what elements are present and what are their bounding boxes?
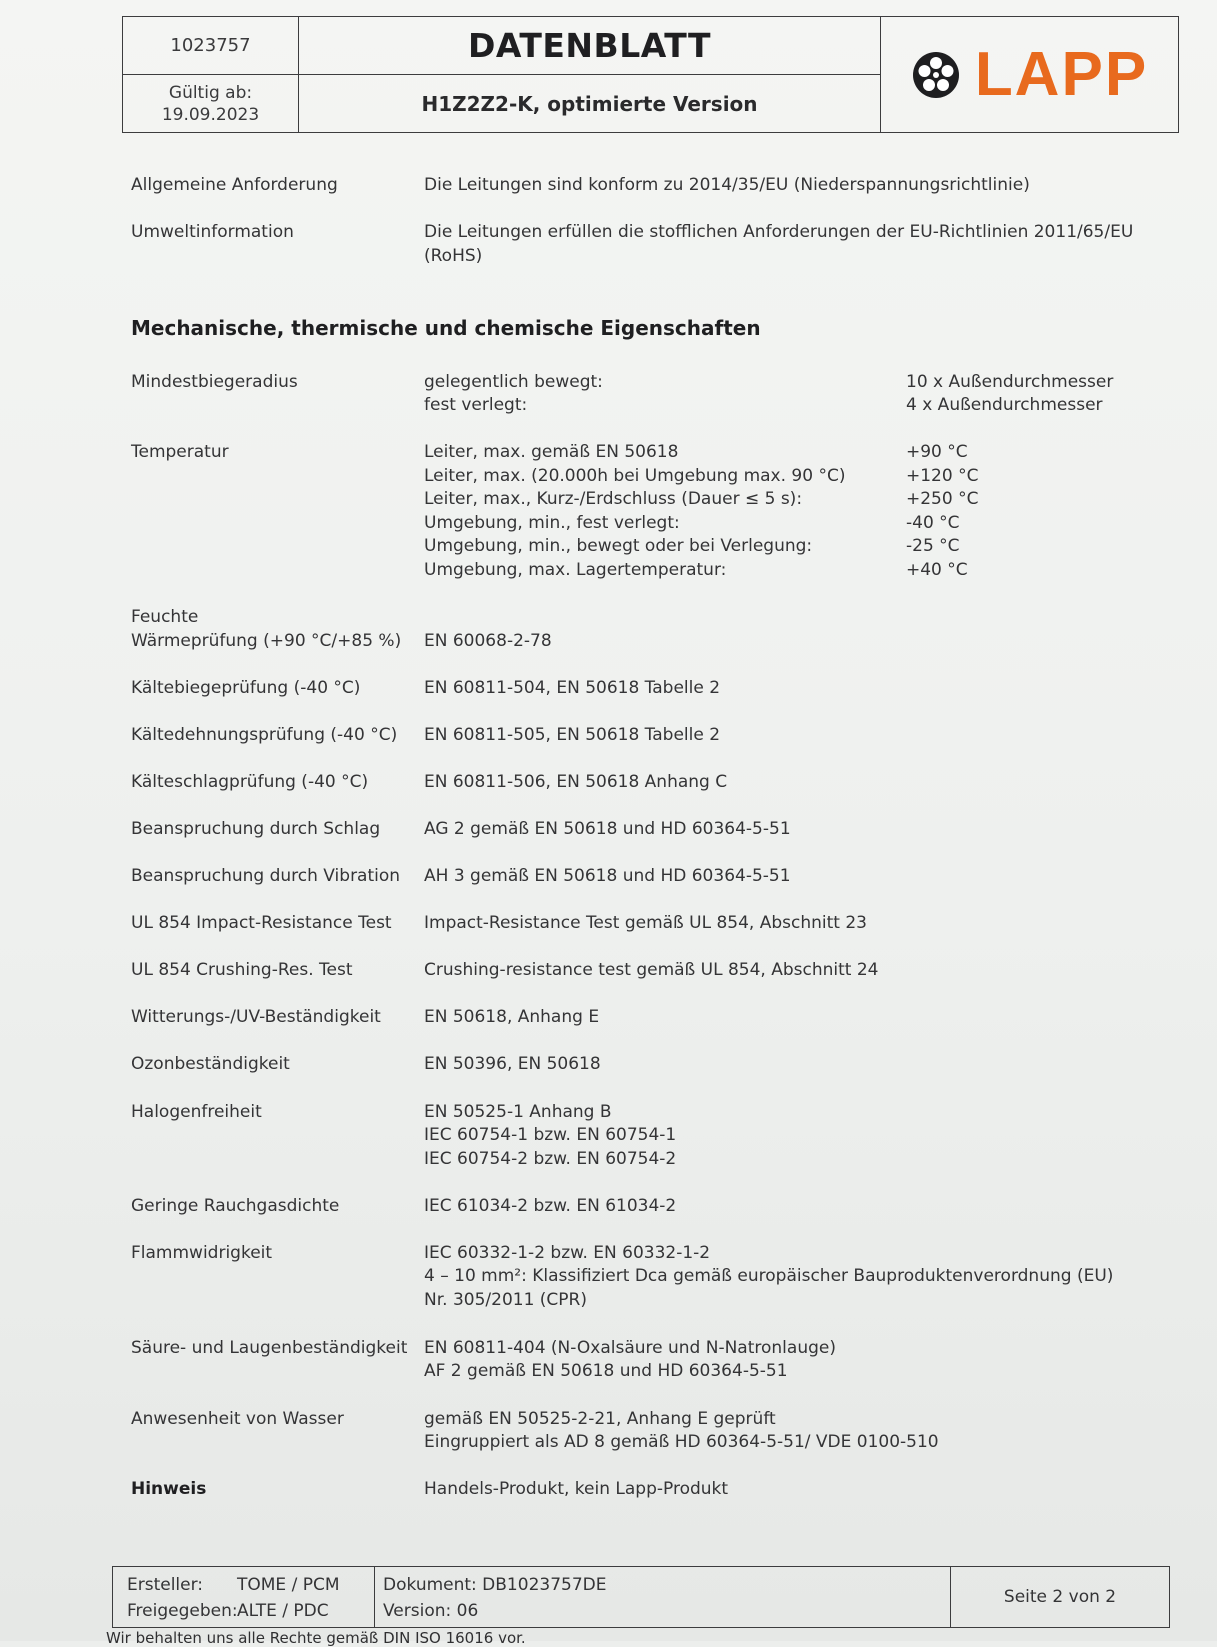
property-value: EN 60811-505, EN 50618 Tabelle 2 (424, 725, 721, 745)
smoke-density-value: IEC 61034-2 bzw. EN 61034-2 (424, 1196, 677, 1216)
temp-row-text: Leiter, max. (20.000h bei Umgebung max. 90 °C) (424, 466, 846, 486)
property-value: EN 60811-506, EN 50618 Anhang C (424, 772, 728, 792)
bend-row-text: gelegentlich bewegt: (424, 372, 603, 392)
humidity-test-label: Wärmeprüfung (+90 °C/+85 %) (131, 631, 402, 651)
product-name: H1Z2Z2-K, optimierte Version (299, 75, 881, 132)
property-value: Crushing-resistance test gemäß UL 854, Abschnitt 24 (424, 960, 879, 980)
flame-label: Flammwidrigkeit (131, 1243, 273, 1263)
property-value: EN 60811-504, EN 50618 Tabelle 2 (424, 678, 721, 698)
temp-row-text: Umgebung, min., fest verlegt: (424, 513, 680, 533)
acid-line: AF 2 gemäß EN 50618 und HD 60364-5-51 (424, 1361, 788, 1381)
property-label: Witterungs-/UV-Beständigkeit (131, 1007, 381, 1027)
halogen-line: EN 50525-1 Anhang B (424, 1102, 612, 1122)
property-label: Kälteschlagprüfung (-40 °C) (131, 772, 369, 792)
water-line: gemäß EN 50525-2-21, Anhang E geprüft (424, 1409, 776, 1429)
doc-number: 1023757 (123, 17, 299, 75)
property-value: AH 3 gemäß EN 50618 und HD 60364-5-51 (424, 866, 791, 886)
note-label: Hinweis (131, 1479, 207, 1499)
document-id: Dokument: DB1023757DE (383, 1575, 607, 1595)
property-value: EN 50396, EN 50618 (424, 1054, 601, 1074)
creator-value: TOME / PCM (237, 1575, 340, 1595)
page-title: DATENBLATT (299, 17, 881, 75)
property-label: Ozonbeständigkeit (131, 1054, 290, 1074)
valid-date: 19.09.2023 (161, 104, 260, 125)
note-value: Handels-Produkt, kein Lapp-Produkt (424, 1479, 729, 1499)
document-version: Version: 06 (383, 1601, 479, 1621)
flame-cpr-line: 4 – 10 mm²: Klassifiziert Dca gemäß europäischer Bauproduktenverordnung (EU) Nr. 305/2011 (CPR) (424, 1266, 1114, 1310)
halogen-label: Halogenfreiheit (131, 1102, 262, 1122)
property-label: Kältedehnungsprüfung (-40 °C) (131, 725, 398, 745)
temp-row-text: Leiter, max. gemäß EN 50618 (424, 442, 679, 462)
footer-document (375, 1567, 951, 1627)
halogen-line: IEC 60754-2 bzw. EN 60754-2 (424, 1149, 677, 1169)
bend-row-value: 10 x Außendurchmesser (906, 372, 1114, 392)
temp-row-value: +250 °C (906, 489, 979, 509)
creator-label: Ersteller: (127, 1575, 204, 1595)
smoke-density-label: Geringe Rauchgasdichte (131, 1196, 340, 1216)
environment-info-label: Umweltinformation (131, 222, 294, 242)
valid-label: Gültig ab: (168, 82, 253, 103)
header-table (122, 16, 1179, 133)
valid-from (123, 75, 299, 132)
acid-line: EN 60811-404 (N-Oxalsäure und N-Natronlauge) (424, 1338, 836, 1358)
page-number: Seite 2 von 2 (1003, 1587, 1117, 1607)
logo-text: LAPP (974, 40, 1149, 109)
flame-line: IEC 60332-1-2 bzw. EN 60332-1-2 (424, 1243, 711, 1263)
general-requirement-value: Die Leitungen sind konform zu 2014/35/EU (Niederspannungsrichtlinie) (424, 175, 1030, 195)
bend-row-value: 4 x Außendurchmesser (906, 395, 1103, 415)
section-heading: Mechanische, thermische und chemische Eigenschaften (131, 316, 761, 340)
cable-cross-section-icon (911, 50, 961, 100)
property-label: Beanspruchung durch Vibration (131, 866, 401, 886)
environment-info-value: Die Leitungen erfüllen die stofflichen Anforderungen der EU-Richtlinien 2011/65/EU (RoHS) (424, 222, 1134, 266)
footer-authors (113, 1567, 375, 1627)
property-label: Kältebiegeprüfung (-40 °C) (131, 678, 361, 698)
temp-row-value: +90 °C (906, 442, 968, 462)
water-label: Anwesenheit von Wasser (131, 1409, 344, 1429)
water-line: Eingruppiert als AD 8 gemäß HD 60364-5-51/ VDE 0100-510 (424, 1432, 939, 1452)
bend-row-text: fest verlegt: (424, 395, 528, 415)
approved-label: Freigegeben: (127, 1601, 238, 1621)
temp-row-value: -40 °C (906, 513, 960, 533)
property-label: UL 854 Crushing-Res. Test (131, 960, 353, 980)
halogen-line: IEC 60754-1 bzw. EN 60754-1 (424, 1125, 677, 1145)
temp-row-text: Umgebung, max. Lagertemperatur: (424, 560, 727, 580)
temp-row-text: Umgebung, min., bewegt oder bei Verlegung: (424, 536, 813, 556)
temp-row-value: +40 °C (906, 560, 968, 580)
humidity-label: Feuchte (131, 607, 199, 627)
temp-row-text: Leiter, max., Kurz-/Erdschluss (Dauer ≤ 5 s): (424, 489, 803, 509)
property-label: UL 854 Impact-Resistance Test (131, 913, 392, 933)
temperature-label: Temperatur (131, 442, 229, 462)
approved-value: ALTE / PDC (237, 1601, 329, 1621)
temp-row-value: -25 °C (906, 536, 960, 556)
property-value: EN 50618, Anhang E (424, 1007, 600, 1027)
temp-row-value: +120 °C (906, 466, 979, 486)
lapp-logo (881, 17, 1178, 132)
property-value: Impact-Resistance Test gemäß UL 854, Abschnitt 23 (424, 913, 867, 933)
general-requirement-label: Allgemeine Anforderung (131, 175, 338, 195)
humidity-test-value: EN 60068-2-78 (424, 631, 552, 651)
property-label: Beanspruchung durch Schlag (131, 819, 381, 839)
bend-radius-label: Mindestbiegeradius (131, 372, 298, 392)
property-value: AG 2 gemäß EN 50618 und HD 60364-5-51 (424, 819, 791, 839)
acid-resistance-label: Säure- und Laugenbeständigkeit (131, 1338, 408, 1358)
rights-notice: Wir behalten uns alle Rechte gemäß DIN ISO 16016 vor. (106, 1629, 526, 1647)
footer-table (112, 1566, 1170, 1628)
